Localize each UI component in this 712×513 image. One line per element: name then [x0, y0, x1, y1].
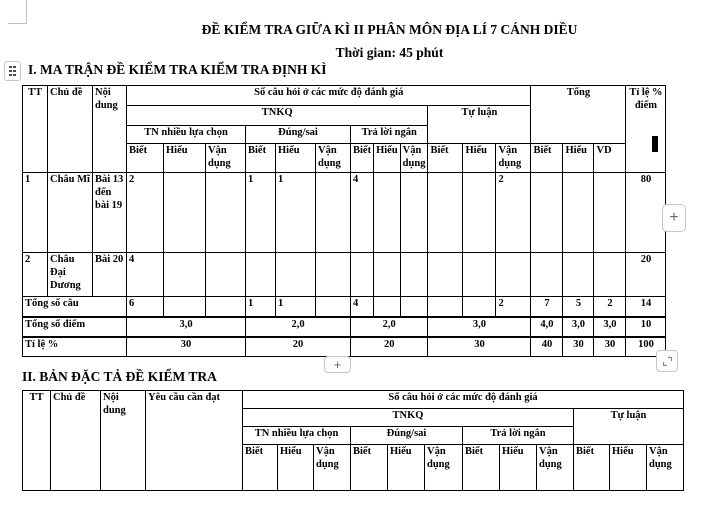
document-title: ĐỀ KIỂM TRA GIỮA KÌ II PHÂN MÔN ĐỊA LÍ 7 CÁNH DIỀU	[201, 22, 578, 37]
table-cell-empty[interactable]	[351, 253, 374, 297]
matrix-table	[22, 85, 666, 357]
header-hieu[interactable]: Hiểu	[374, 144, 401, 173]
title-block	[75, 18, 704, 64]
table-cell[interactable]: 2	[127, 173, 164, 253]
chu-de-cell[interactable]: Châu Đại Dương	[48, 253, 93, 297]
header-hieu[interactable]: Hiểu	[164, 144, 206, 173]
header-hieu[interactable]: Hiểu	[610, 445, 647, 491]
table-drag-handle[interactable]	[4, 61, 21, 81]
spec-table	[22, 390, 684, 491]
header-chu-de[interactable]: Chủ đề	[48, 86, 93, 173]
row-number[interactable]: 1	[23, 173, 48, 253]
header-van-dung[interactable]: Vận dụng	[425, 445, 463, 491]
table-cell[interactable]: 6	[127, 297, 164, 317]
header-biet[interactable]: Biết	[246, 144, 276, 173]
table-cell[interactable]: 3,0	[563, 317, 594, 337]
header-hieu[interactable]: Hiểu	[463, 144, 496, 173]
noi-dung-cell[interactable]: Bài 13 đến bài 19	[93, 173, 127, 253]
table-cell[interactable]: 4	[351, 173, 374, 253]
table-cell-empty[interactable]	[428, 297, 463, 317]
header-tt[interactable]: TT	[23, 391, 51, 491]
table-cell-empty[interactable]	[206, 253, 246, 297]
table-cell-empty[interactable]	[400, 173, 428, 253]
expand-corners-icon	[662, 356, 673, 367]
table-cell[interactable]: 5	[563, 297, 594, 317]
table-cell[interactable]: 20	[351, 337, 428, 357]
header-dung-sai[interactable]: Đúng/sai	[246, 126, 351, 144]
table-cell-empty[interactable]	[531, 173, 563, 253]
table-cell[interactable]: 30	[563, 337, 594, 357]
header-tn-nhieu-lua-chon[interactable]: TN nhiều lựa chọn	[243, 427, 351, 445]
table-cell-empty[interactable]	[316, 297, 351, 317]
table-cell-empty[interactable]	[463, 173, 496, 253]
table-cell-empty[interactable]	[496, 253, 531, 297]
header-biet[interactable]: Biết	[574, 445, 610, 491]
add-row-button[interactable]: +	[324, 356, 351, 373]
header-biet[interactable]: Biết	[463, 445, 500, 491]
header-tra-loi-ngan[interactable]: Trả lời ngắn	[351, 126, 428, 144]
table-cell[interactable]: 1	[246, 297, 276, 317]
table-cell-empty[interactable]	[374, 253, 401, 297]
expand-table-button[interactable]	[656, 350, 678, 372]
header-so-cau-hoi[interactable]: Số câu hỏi ở các mức độ đánh giá	[243, 391, 684, 409]
table-cell-empty[interactable]	[316, 173, 351, 253]
table-cell[interactable]: 2,0	[351, 317, 428, 337]
table-edge-handle[interactable]	[652, 136, 658, 152]
table-cell-empty[interactable]	[594, 253, 626, 297]
table-cell-empty[interactable]	[563, 253, 594, 297]
header-biet[interactable]: Biết	[428, 144, 463, 173]
header-so-cau-hoi[interactable]: Số câu hỏi ở các mức độ đánh giá	[127, 86, 531, 106]
header-noi-dung[interactable]: Nội dung	[101, 391, 146, 491]
ti-le-cell[interactable]: 80	[626, 173, 666, 253]
table-cell[interactable]: 30	[428, 337, 531, 357]
table-cell-empty[interactable]	[563, 173, 594, 253]
table-cell-empty[interactable]	[463, 297, 496, 317]
table-cell[interactable]: 3,0	[594, 317, 626, 337]
table-cell-empty[interactable]	[400, 253, 428, 297]
header-tnkq[interactable]: TNKQ	[127, 106, 428, 126]
header-van-dung[interactable]: Vận dụng	[314, 445, 351, 491]
table-cell[interactable]: 3,0	[428, 317, 531, 337]
table-cell[interactable]: 1	[276, 297, 316, 317]
header-van-dung[interactable]: Vận dụng	[537, 445, 574, 491]
table-cell-empty[interactable]	[374, 297, 401, 317]
table-cell[interactable]: 20	[246, 337, 351, 357]
header-hieu[interactable]: Hiểu	[563, 144, 594, 173]
table-cell-empty[interactable]	[164, 253, 206, 297]
table-cell-empty[interactable]	[428, 173, 463, 253]
table-cell-empty[interactable]	[206, 173, 246, 253]
header-hieu[interactable]: Hiểu	[500, 445, 537, 491]
tong-so-cau-label[interactable]: Tổng số câu	[23, 297, 127, 317]
header-van-dung[interactable]: Vận dụng	[647, 445, 684, 491]
header-tu-luan[interactable]: Tự luận	[574, 409, 684, 445]
ti-le-label[interactable]: Tỉ lệ %	[23, 337, 127, 357]
table-cell-empty[interactable]	[428, 253, 463, 297]
table-cell-empty[interactable]	[164, 297, 206, 317]
table-cell-empty[interactable]	[463, 253, 496, 297]
header-tn-nhieu-lua-chon[interactable]: TN nhiều lựa chọn	[127, 126, 246, 144]
add-column-button[interactable]: +	[662, 204, 686, 232]
table-cell-empty[interactable]	[276, 253, 316, 297]
header-tnkq[interactable]: TNKQ	[243, 409, 574, 427]
table-cell[interactable]: 100	[626, 337, 666, 357]
header-van-dung[interactable]: Vận dụng	[400, 144, 428, 173]
header-tu-luan[interactable]: Tự luận	[428, 106, 531, 144]
table-cell-empty[interactable]	[400, 297, 428, 317]
header-tra-loi-ngan[interactable]: Trả lời ngắn	[463, 427, 574, 445]
section1-heading: I. MA TRẬN ĐỀ KIỂM TRA KIỂM TRA ĐỊNH KÌ	[28, 62, 327, 77]
row-number[interactable]: 2	[23, 253, 48, 297]
table-cell[interactable]: 30	[127, 337, 246, 357]
table-cell-empty[interactable]	[531, 253, 563, 297]
ti-le-cell[interactable]: 20	[626, 253, 666, 297]
header-biet[interactable]: Biết	[243, 445, 278, 491]
table-cell[interactable]: 2	[496, 297, 531, 317]
header-hieu[interactable]: Hiểu	[278, 445, 314, 491]
drag-handle-icon	[9, 66, 16, 77]
document-subtitle: Thời gian: 45 phút	[335, 45, 444, 60]
table-cell[interactable]: 4,0	[531, 317, 563, 337]
header-ti-le-diem[interactable]: Tỉ lệ % điểm	[626, 86, 666, 173]
header-hieu[interactable]: Hiểu	[388, 445, 425, 491]
header-hieu[interactable]: Hiểu	[276, 144, 316, 173]
header-van-dung[interactable]: Vận dụng	[496, 144, 531, 173]
margin-corner-mark	[8, 23, 27, 24]
table-cell-empty[interactable]	[594, 173, 626, 253]
table-cell[interactable]: 40	[531, 337, 563, 357]
tong-so-diem-label[interactable]: Tổng số điểm	[23, 317, 127, 337]
table-cell-empty[interactable]	[374, 173, 401, 253]
header-yeu-cau-can-dat[interactable]: Yêu cầu cần đạt	[146, 391, 243, 491]
header-vd[interactable]: VD	[594, 144, 626, 173]
table-cell[interactable]: 3,0	[127, 317, 246, 337]
table-cell[interactable]: 14	[626, 297, 666, 317]
header-van-dung[interactable]: Vận dụng	[206, 144, 246, 173]
header-biet[interactable]: Biết	[127, 144, 164, 173]
table-cell[interactable]: 4	[351, 297, 374, 317]
section2-heading: II. BẢN ĐẶC TẢ ĐỀ KIỂM TRA	[22, 369, 217, 384]
table-cell[interactable]: 7	[531, 297, 563, 317]
table-cell[interactable]: 4	[127, 253, 164, 297]
table-cell-empty[interactable]	[316, 253, 351, 297]
margin-corner-mark	[26, 0, 27, 23]
table-cell[interactable]: 1	[276, 173, 316, 253]
table-cell[interactable]: 30	[594, 337, 626, 357]
table-cell[interactable]: 2	[496, 173, 531, 253]
noi-dung-cell[interactable]: Bài 20	[93, 253, 127, 297]
header-biet[interactable]: Biết	[531, 144, 563, 173]
header-noi-dung[interactable]: Nội dung	[93, 86, 127, 173]
header-van-dung[interactable]: Vận dụng	[316, 144, 351, 173]
table-cell[interactable]: 2,0	[246, 317, 351, 337]
header-biet[interactable]: Biết	[351, 144, 374, 173]
table-cell-empty[interactable]	[164, 173, 206, 253]
header-tt[interactable]: TT	[23, 86, 48, 173]
chu-de-cell[interactable]: Châu Mĩ	[48, 173, 93, 253]
table-cell-empty[interactable]	[246, 253, 276, 297]
header-biet[interactable]: Biết	[351, 445, 388, 491]
table-cell[interactable]: 2	[594, 297, 626, 317]
header-tong[interactable]: Tổng	[531, 86, 626, 144]
table-cell[interactable]: 10	[626, 317, 666, 337]
header-dung-sai[interactable]: Đúng/sai	[351, 427, 463, 445]
table-cell-empty[interactable]	[206, 297, 246, 317]
table-cell[interactable]: 1	[246, 173, 276, 253]
header-chu-de[interactable]: Chủ đề	[51, 391, 101, 491]
